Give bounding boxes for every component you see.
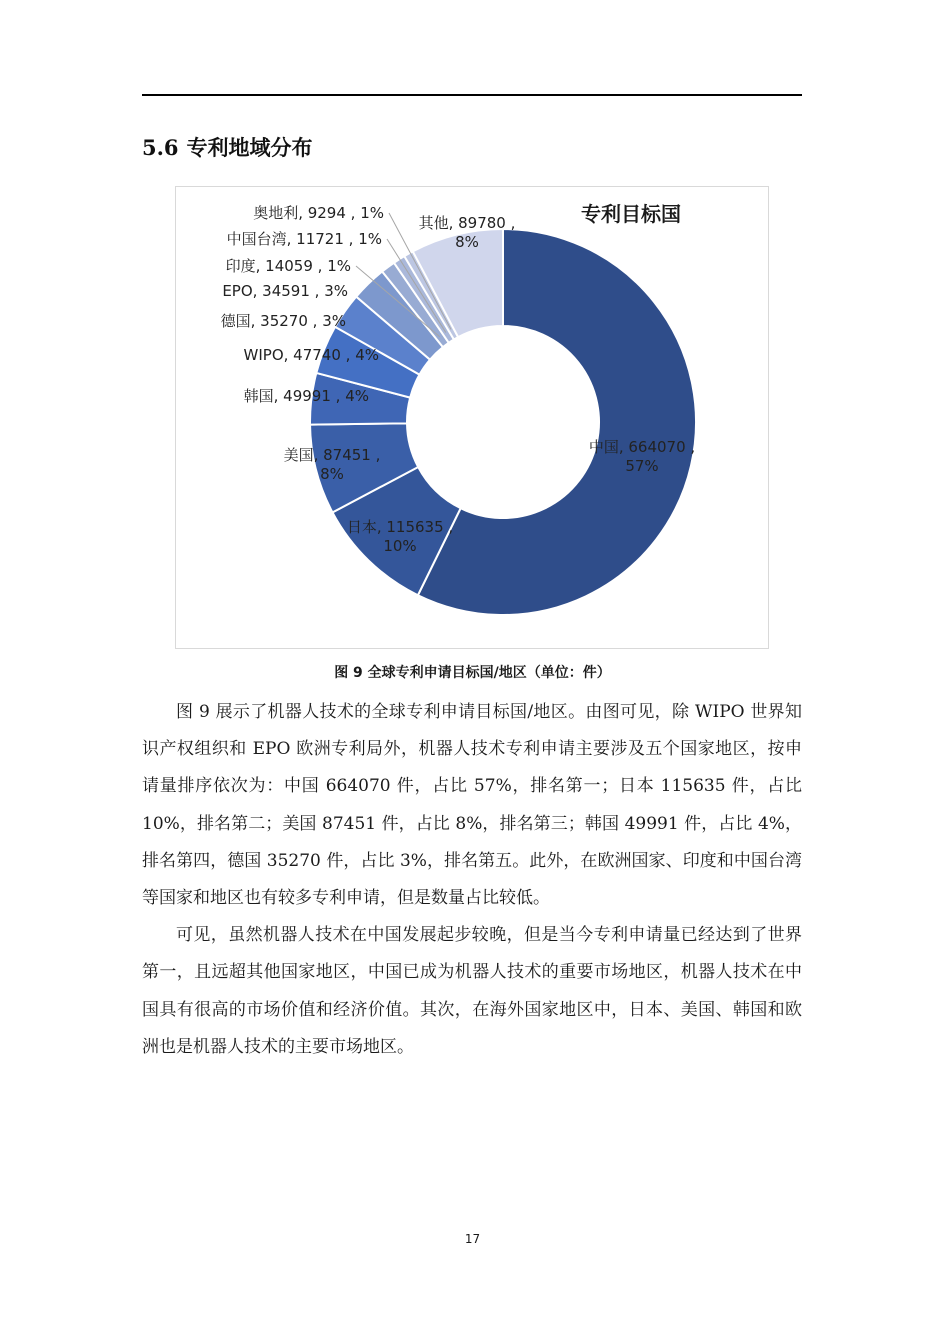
- data-label-EPO: EPO, 34591 , 3%: [222, 282, 348, 300]
- donut-chart-svg: [176, 187, 770, 650]
- paragraph-1: 图 9 展示了机器人技术的全球专利申请目标国/地区。由图可见，除 WIPO 世界知识产权组织和 EPO 欧洲专利局外，机器人技术专利申请主要涉及五个国家地区，按申请量排序依次为：中国 664070 件，占比 57%，排名第一；日本 115635 件，占比 10%，排名第二；美国 87451 件，占比 8%，排名第三；韩国 49991 件，占比 4%，排名第四，德国 35270 件，占比 3%，排名第五。此外，在欧洲国家、印度和中国台湾等国家和地区也有较多专利申请，但是数量占比较低。: [142, 702, 802, 909]
- chart-title: 专利目标国: [581, 202, 681, 226]
- data-label-德国: 德国, 35270 , 3%: [220, 312, 346, 330]
- data-label-中国台湾: 中国台湾, 11721 , 1%: [226, 230, 382, 248]
- data-label-韩国: 韩国, 49991 , 4%: [243, 387, 369, 405]
- donut-chart: [175, 186, 769, 649]
- data-label-日本: 日本, 115635 , 10%: [346, 518, 454, 555]
- paragraph-2: 可见，虽然机器人技术在中国发展起步较晚，但是当今专利申请量已经达到了世界第一，且远超其他国家地区，中国已成为机器人技术的重要市场地区，机器人技术在中国具有很高的市场价值和经济价值。其次，在海外国家地区中，日本、美国、韩国和欧洲也是机器人技术的主要市场地区。: [142, 925, 802, 1057]
- data-label-美国: 美国, 87451 , 8%: [283, 446, 381, 483]
- data-label-中国: 中国, 664070 , 57%: [588, 438, 696, 475]
- header-rule: [142, 94, 802, 96]
- body-text: [142, 694, 802, 1066]
- figure-caption: 图 9 全球专利申请目标国/地区（单位：件）: [334, 665, 611, 681]
- data-label-印度: 印度, 14059 , 1%: [225, 257, 351, 275]
- data-label-WIPO: WIPO, 47740 , 4%: [243, 346, 379, 364]
- page-number: 17: [464, 1232, 481, 1246]
- section-heading: [142, 132, 313, 162]
- data-label-奥地利: 奥地利, 9294 , 1%: [253, 204, 384, 222]
- data-label-其他: 其他, 89780 , 8%: [418, 214, 516, 251]
- section-title: 专利地域分布: [186, 136, 313, 160]
- section-number: 5.6: [142, 135, 179, 160]
